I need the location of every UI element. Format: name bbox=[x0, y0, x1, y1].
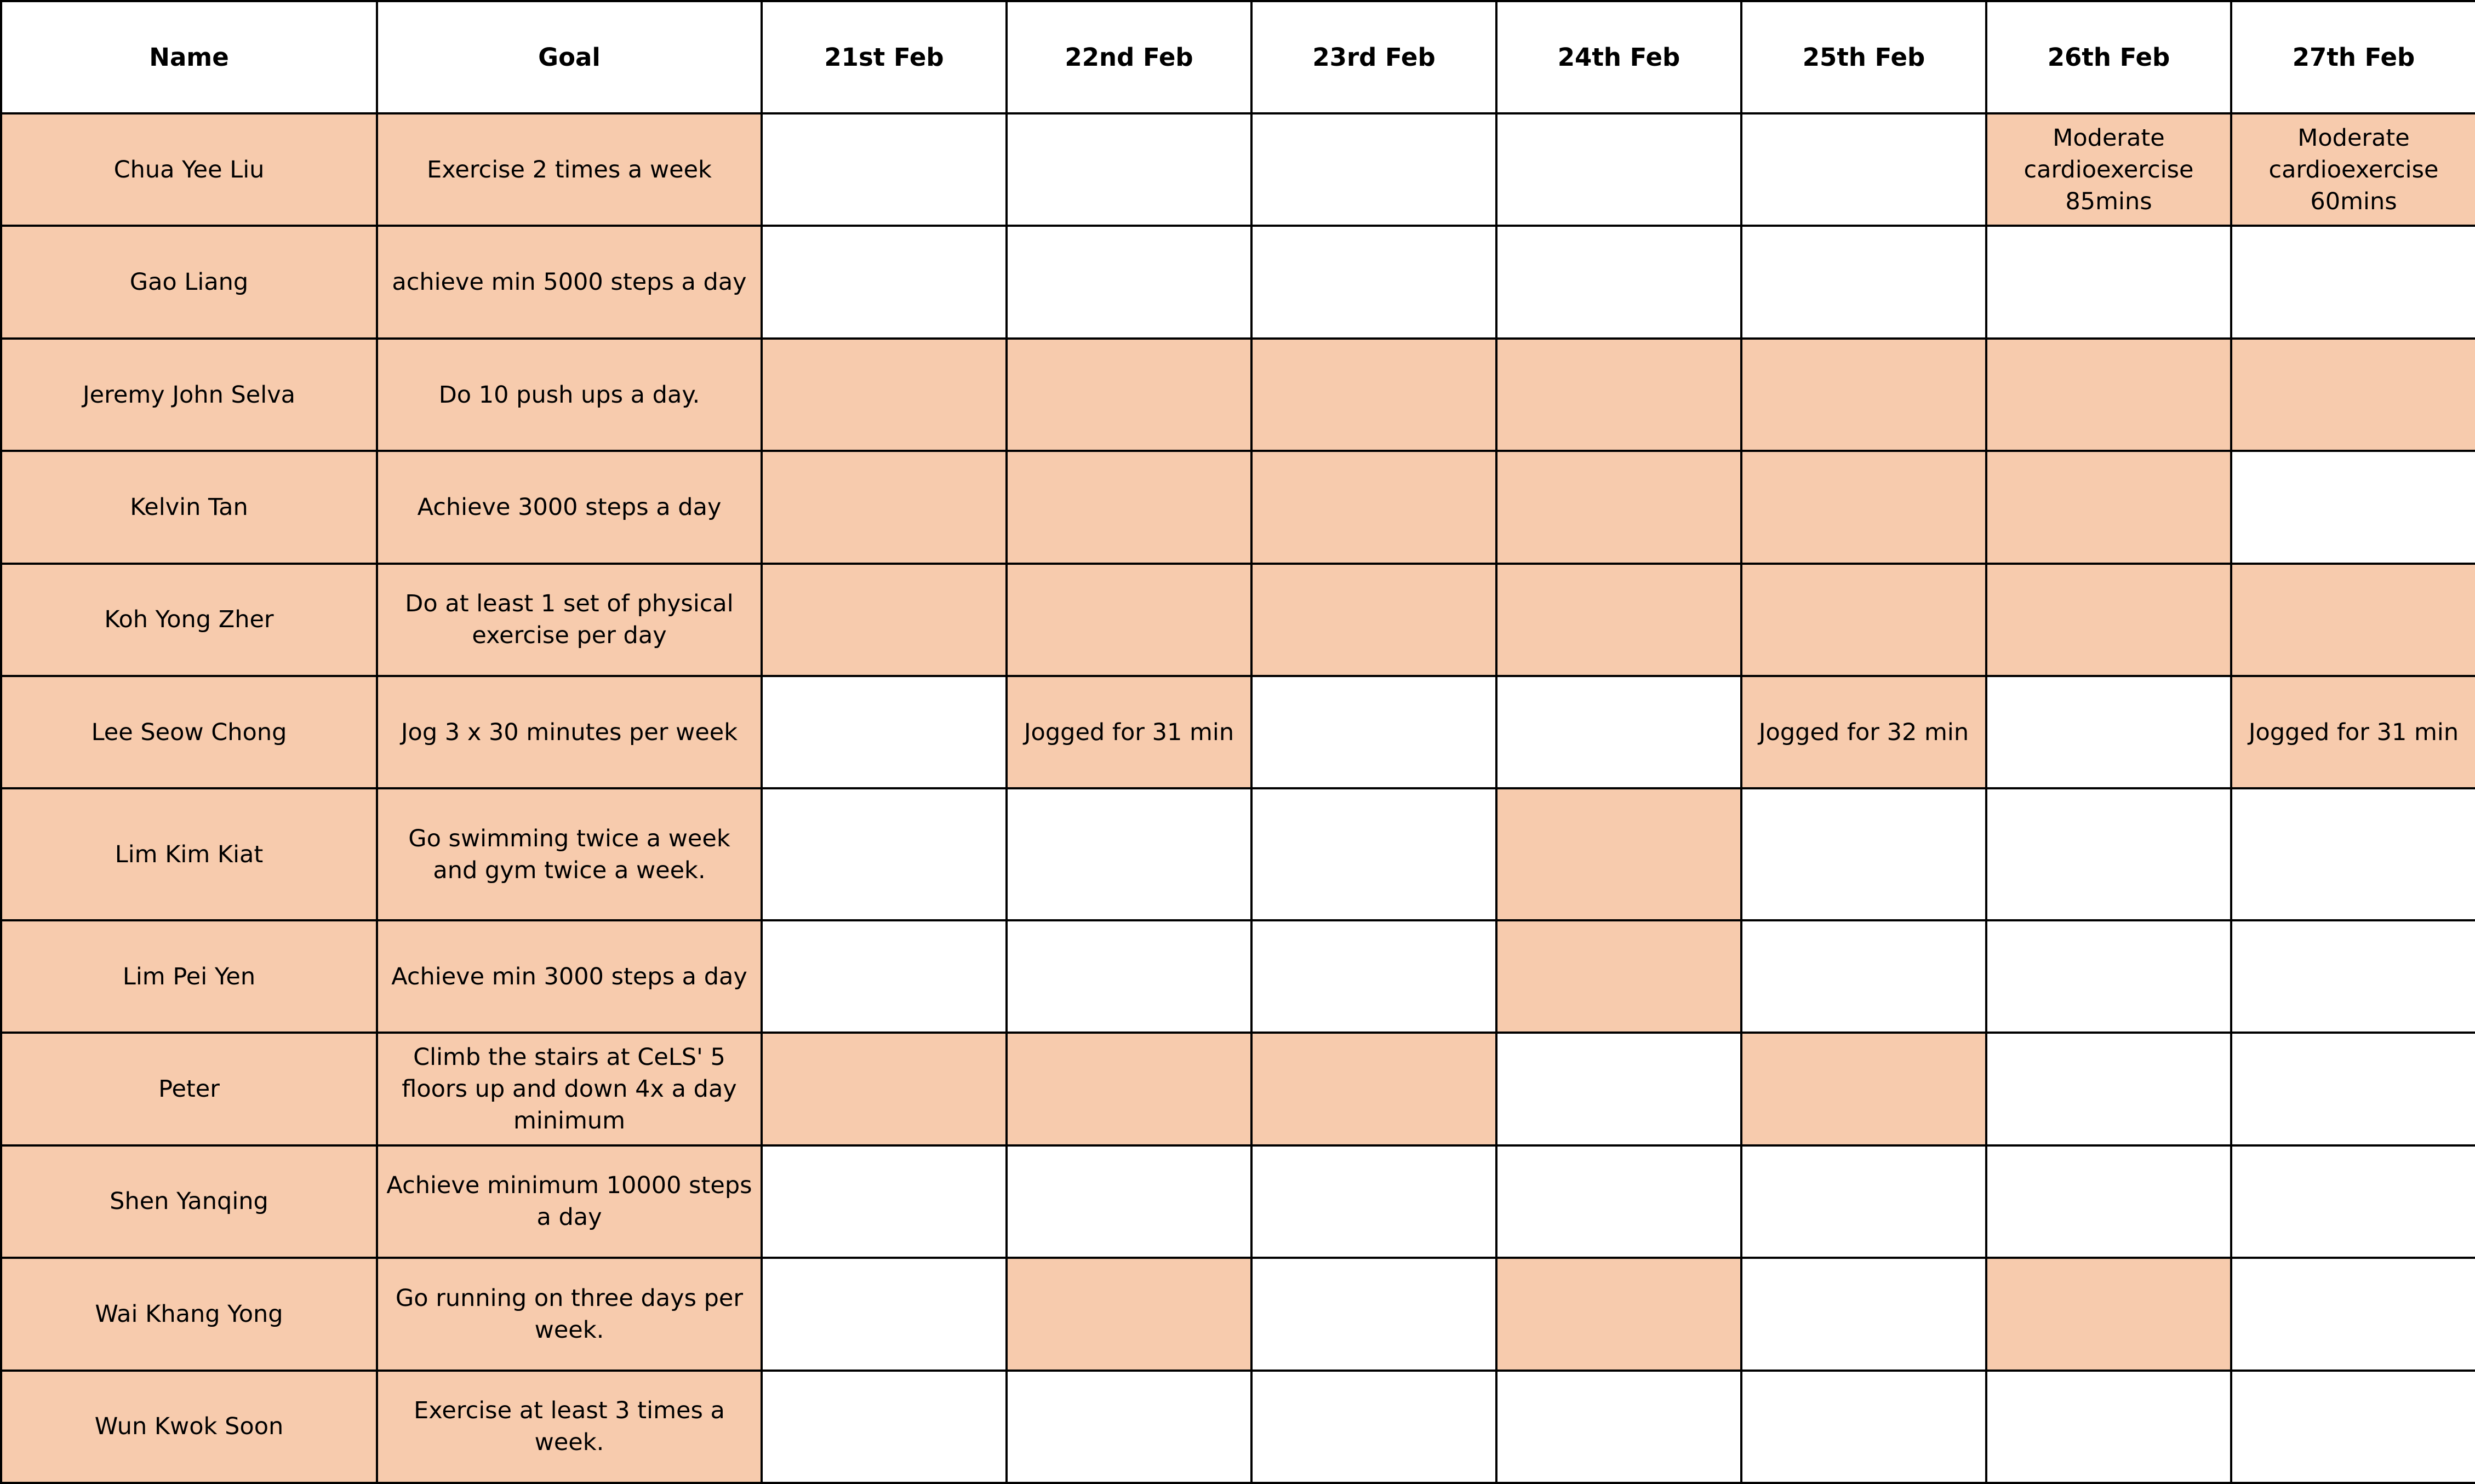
day-cell-done bbox=[1741, 451, 1986, 563]
day-cell-done: Jogged for 31 min bbox=[1007, 676, 1251, 788]
goal-cell: Achieve minimum 10000 steps a day bbox=[377, 1145, 762, 1258]
day-cell-empty bbox=[1251, 676, 1496, 788]
day-cell-done bbox=[1496, 339, 1741, 451]
day-cell-empty bbox=[1986, 1033, 2231, 1145]
participant-name-cell: Lim Kim Kiat bbox=[1, 788, 377, 920]
goal-cell: Go swimming twice a week and gym twice a week. bbox=[377, 788, 762, 920]
participant-name-cell: Wai Khang Yong bbox=[1, 1258, 377, 1370]
day-cell-empty bbox=[1251, 1258, 1496, 1370]
day-cell-empty bbox=[2231, 788, 2475, 920]
day-cell-empty bbox=[1251, 1371, 1496, 1483]
table-row bbox=[1, 1033, 2475, 1145]
day-cell-empty bbox=[2231, 1258, 2475, 1370]
day-cell-empty bbox=[1496, 1033, 1741, 1145]
day-cell-empty bbox=[762, 788, 1007, 920]
goal-cell: Exercise at least 3 times a week. bbox=[377, 1371, 762, 1483]
day-cell-empty bbox=[1251, 226, 1496, 338]
participant-name-cell: Lim Pei Yen bbox=[1, 920, 377, 1033]
day-cell-empty bbox=[1741, 788, 1986, 920]
day-cell-done bbox=[1007, 451, 1251, 563]
day-cell-empty bbox=[762, 676, 1007, 788]
day-cell-done: Jogged for 31 min bbox=[2231, 676, 2475, 788]
day-cell-empty bbox=[1741, 113, 1986, 226]
day-cell-done bbox=[1007, 1258, 1251, 1370]
day-cell-done bbox=[1007, 564, 1251, 676]
day-cell-empty bbox=[1007, 920, 1251, 1033]
day-cell-done bbox=[1251, 564, 1496, 676]
table-row bbox=[1, 788, 2475, 920]
day-cell-empty bbox=[2231, 1371, 2475, 1483]
day-cell-empty bbox=[1741, 1371, 1986, 1483]
goal-cell: Do 10 push ups a day. bbox=[377, 339, 762, 451]
goal-cell: Jog 3 x 30 minutes per week bbox=[377, 676, 762, 788]
day-cell-empty bbox=[1496, 1145, 1741, 1258]
day-cell-done: Moderate cardioexercise 60mins bbox=[2231, 113, 2475, 226]
participant-name-cell: Shen Yanqing bbox=[1, 1145, 377, 1258]
day-cell-empty bbox=[1251, 788, 1496, 920]
header-row bbox=[1, 1, 2475, 113]
day-cell-done bbox=[2231, 339, 2475, 451]
header-day-26: 26th Feb bbox=[1986, 1, 2231, 113]
day-cell-done bbox=[1741, 1033, 1986, 1145]
participant-name-cell: Chua Yee Liu bbox=[1, 113, 377, 226]
day-cell-done bbox=[1986, 1258, 2231, 1370]
participant-name-cell: Gao Liang bbox=[1, 226, 377, 338]
day-cell-empty bbox=[1986, 1371, 2231, 1483]
day-cell-done bbox=[1986, 564, 2231, 676]
header-day-23: 23rd Feb bbox=[1251, 1, 1496, 113]
day-cell-done bbox=[1496, 788, 1741, 920]
day-cell-done bbox=[1007, 339, 1251, 451]
day-cell-done: Jogged for 32 min bbox=[1741, 676, 1986, 788]
tracker-body bbox=[1, 113, 2475, 1483]
day-cell-done bbox=[1741, 339, 1986, 451]
day-cell-done bbox=[762, 564, 1007, 676]
header-day-25: 25th Feb bbox=[1741, 1, 1986, 113]
day-cell-empty bbox=[2231, 1145, 2475, 1258]
header-day-24: 24th Feb bbox=[1496, 1, 1741, 113]
table-row bbox=[1, 920, 2475, 1033]
day-cell-empty bbox=[762, 226, 1007, 338]
day-cell-empty bbox=[1007, 788, 1251, 920]
header-goal: Goal bbox=[377, 1, 762, 113]
header-day-22: 22nd Feb bbox=[1007, 1, 1251, 113]
day-cell-empty bbox=[762, 113, 1007, 226]
day-cell-empty bbox=[1741, 1145, 1986, 1258]
day-cell-empty bbox=[1007, 113, 1251, 226]
goal-cell: Exercise 2 times a week bbox=[377, 113, 762, 226]
day-cell-done bbox=[1496, 451, 1741, 563]
day-cell-done bbox=[1741, 564, 1986, 676]
day-cell-empty bbox=[762, 1371, 1007, 1483]
table-row bbox=[1, 113, 2475, 226]
day-cell-empty bbox=[2231, 920, 2475, 1033]
day-cell-empty bbox=[1007, 1145, 1251, 1258]
day-cell-empty bbox=[1986, 226, 2231, 338]
day-cell-empty bbox=[762, 920, 1007, 1033]
goal-cell: Do at least 1 set of physical exercise per day bbox=[377, 564, 762, 676]
day-cell-empty bbox=[1496, 226, 1741, 338]
day-cell-done bbox=[1496, 564, 1741, 676]
day-cell-empty bbox=[2231, 226, 2475, 338]
table-row bbox=[1, 676, 2475, 788]
day-cell-done bbox=[1986, 451, 2231, 563]
goal-cell: Go running on three days per week. bbox=[377, 1258, 762, 1370]
goal-cell: Achieve 3000 steps a day bbox=[377, 451, 762, 563]
participant-name-cell: Lee Seow Chong bbox=[1, 676, 377, 788]
day-cell-empty bbox=[1986, 1145, 2231, 1258]
table-row bbox=[1, 1145, 2475, 1258]
day-cell-done bbox=[1251, 339, 1496, 451]
day-cell-done bbox=[762, 1033, 1007, 1145]
day-cell-empty bbox=[1007, 226, 1251, 338]
day-cell-empty bbox=[1496, 1371, 1741, 1483]
day-cell-empty bbox=[1251, 920, 1496, 1033]
table-row bbox=[1, 1371, 2475, 1483]
day-cell-empty bbox=[1986, 788, 2231, 920]
table-row bbox=[1, 1258, 2475, 1370]
table-row bbox=[1, 564, 2475, 676]
header-name: Name bbox=[1, 1, 377, 113]
day-cell-empty bbox=[1251, 113, 1496, 226]
day-cell-empty bbox=[762, 1145, 1007, 1258]
table-row bbox=[1, 226, 2475, 338]
day-cell-empty bbox=[1986, 676, 2231, 788]
day-cell-empty bbox=[1007, 1371, 1251, 1483]
day-cell-done bbox=[2231, 564, 2475, 676]
goal-cell: Climb the stairs at CeLS' 5 floors up and down 4x a day minimum bbox=[377, 1033, 762, 1145]
participant-name-cell: Jeremy John Selva bbox=[1, 339, 377, 451]
day-cell-empty bbox=[1496, 113, 1741, 226]
table-row bbox=[1, 451, 2475, 563]
day-cell-done bbox=[1496, 920, 1741, 1033]
day-cell-empty bbox=[1251, 1145, 1496, 1258]
participant-name-cell: Koh Yong Zher bbox=[1, 564, 377, 676]
goal-cell: Achieve min 3000 steps a day bbox=[377, 920, 762, 1033]
header-day-27: 27th Feb bbox=[2231, 1, 2475, 113]
day-cell-done bbox=[1007, 1033, 1251, 1145]
day-cell-empty bbox=[1986, 920, 2231, 1033]
day-cell-done bbox=[762, 451, 1007, 563]
day-cell-done bbox=[1986, 339, 2231, 451]
day-cell-empty bbox=[2231, 1033, 2475, 1145]
day-cell-done bbox=[1496, 1258, 1741, 1370]
day-cell-empty bbox=[1741, 1258, 1986, 1370]
goal-cell: achieve min 5000 steps a day bbox=[377, 226, 762, 338]
day-cell-empty bbox=[1741, 226, 1986, 338]
participant-name-cell: Peter bbox=[1, 1033, 377, 1145]
header-day-21: 21st Feb bbox=[762, 1, 1007, 113]
day-cell-empty bbox=[2231, 451, 2475, 563]
day-cell-done bbox=[762, 339, 1007, 451]
participant-name-cell: Wun Kwok Soon bbox=[1, 1371, 377, 1483]
day-cell-done: Moderate cardioexercise 85mins bbox=[1986, 113, 2231, 226]
participant-name-cell: Kelvin Tan bbox=[1, 451, 377, 563]
day-cell-empty bbox=[1741, 920, 1986, 1033]
day-cell-empty bbox=[762, 1258, 1007, 1370]
day-cell-empty bbox=[1496, 676, 1741, 788]
table-row bbox=[1, 339, 2475, 451]
day-cell-done bbox=[1251, 1033, 1496, 1145]
day-cell-done bbox=[1251, 451, 1496, 563]
